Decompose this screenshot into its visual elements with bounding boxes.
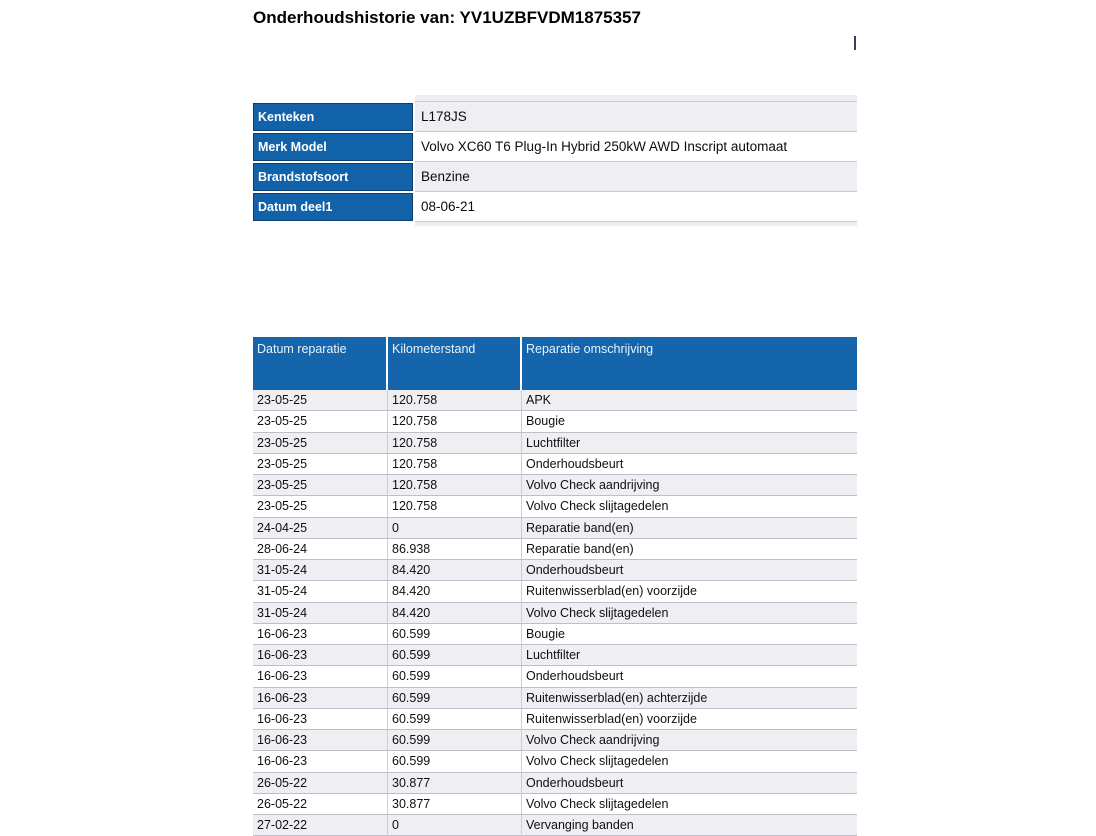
repair-description-cell: Volvo Check slijtagedelen xyxy=(526,605,669,620)
kilometer-cell: 120.758 xyxy=(388,496,522,516)
repair-date-cell: 26-05-22 xyxy=(253,794,388,814)
info-table-top-spacer xyxy=(253,95,415,102)
table-row xyxy=(253,411,857,432)
repair-date-cell: 16-06-23 xyxy=(253,751,388,771)
page-title: Onderhoudshistorie van: YV1UZBFVDM1875357 xyxy=(253,8,641,27)
kilometer-cell: 30.877 xyxy=(388,794,522,814)
table-row xyxy=(253,794,857,815)
repair-description-cell: APK xyxy=(526,393,552,408)
info-table-top-strip xyxy=(415,95,857,102)
kilometer-cell: 60.599 xyxy=(388,666,522,686)
kilometer-cell: 60.599 xyxy=(388,645,522,665)
repair-date-cell: 23-05-25 xyxy=(253,390,388,410)
kilometer-cell: 60.599 xyxy=(388,709,522,729)
repair-date-cell: 26-05-22 xyxy=(253,773,388,793)
repair-description-cell: Ruitenwisserblad(en) achterzijde xyxy=(526,690,708,705)
table-row xyxy=(253,539,857,560)
info-row-value: 08-06-21 xyxy=(415,192,857,222)
kilometer-cell: 60.599 xyxy=(388,624,522,644)
repair-description-cell: Volvo Check aandrijving xyxy=(526,478,660,493)
kilometer-cell: 0 xyxy=(388,815,522,835)
repair-date-cell: 24-04-25 xyxy=(253,518,388,538)
repair-description-cell: Volvo Check slijtagedelen xyxy=(526,754,669,769)
info-row-value: L178JS xyxy=(415,102,857,132)
repair-description-cell: Luchtfilter xyxy=(526,435,581,450)
repair-table-header-row xyxy=(253,337,857,390)
column-header-datum-reparatie: Datum reparatie xyxy=(253,337,388,390)
repair-date-cell: 27-02-22 xyxy=(253,815,388,835)
repair-description-cell: Volvo Check aandrijving xyxy=(526,733,660,748)
repair-date-cell: 16-06-23 xyxy=(253,624,388,644)
repair-date-cell: 16-06-23 xyxy=(253,688,388,708)
repair-description-cell: Volvo Check slijtagedelen xyxy=(526,796,669,811)
repair-description-cell: Reparatie band(en) xyxy=(526,520,634,535)
repair-description-cell: Bougie xyxy=(526,626,565,641)
text-cursor-mark xyxy=(854,36,856,50)
repair-date-cell: 23-05-25 xyxy=(253,475,388,495)
table-row xyxy=(253,603,857,624)
kilometer-cell: 120.758 xyxy=(388,433,522,453)
repair-date-cell: 16-06-23 xyxy=(253,730,388,750)
table-row xyxy=(253,454,857,475)
table-row xyxy=(253,624,857,645)
table-row xyxy=(253,496,857,517)
kilometer-cell: 30.877 xyxy=(388,773,522,793)
kilometer-cell: 60.599 xyxy=(388,688,522,708)
table-row xyxy=(253,815,857,836)
kilometer-cell: 60.599 xyxy=(388,730,522,750)
repair-date-cell: 16-06-23 xyxy=(253,666,388,686)
kilometer-cell: 84.420 xyxy=(388,581,522,601)
repair-description-cell: Bougie xyxy=(526,414,565,429)
repair-date-cell: 23-05-25 xyxy=(253,433,388,453)
table-row xyxy=(253,433,857,454)
table-row xyxy=(253,709,857,730)
info-row-label: Datum deel1 xyxy=(253,193,413,221)
repair-table-body xyxy=(253,390,857,836)
kilometer-cell: 84.420 xyxy=(388,560,522,580)
info-row-label: Kenteken xyxy=(253,103,413,131)
info-table-bottom-strip xyxy=(415,222,857,226)
info-table-bottom-spacer xyxy=(253,222,415,226)
repair-date-cell: 23-05-25 xyxy=(253,454,388,474)
repair-date-cell: 23-05-25 xyxy=(253,496,388,516)
repair-date-cell: 31-05-24 xyxy=(253,560,388,580)
kilometer-cell: 60.599 xyxy=(388,751,522,771)
table-row xyxy=(253,475,857,496)
repair-date-cell: 28-06-24 xyxy=(253,539,388,559)
table-row xyxy=(253,773,857,794)
column-header-reparatie-omschrijving: Reparatie omschrijving xyxy=(526,342,654,356)
table-row xyxy=(253,645,857,666)
table-row xyxy=(253,688,857,709)
vehicle-info-table xyxy=(253,95,857,226)
kilometer-cell: 84.420 xyxy=(388,603,522,623)
repair-description-cell: Reparatie band(en) xyxy=(526,541,634,556)
repair-description-cell: Onderhoudsbeurt xyxy=(526,775,624,790)
repair-description-cell: Ruitenwisserblad(en) voorzijde xyxy=(526,584,697,599)
table-row xyxy=(253,751,857,772)
repair-description-cell: Ruitenwisserblad(en) voorzijde xyxy=(526,711,697,726)
repair-description-cell: Luchtfilter xyxy=(526,648,581,663)
kilometer-cell: 120.758 xyxy=(388,411,522,431)
info-row-value: Volvo XC60 T6 Plug-In Hybrid 250kW AWD Inscript automaat xyxy=(415,132,857,162)
repair-description-cell: Onderhoudsbeurt xyxy=(526,669,624,684)
info-row-label: Merk Model xyxy=(253,133,413,161)
repair-date-cell: 23-05-25 xyxy=(253,411,388,431)
kilometer-cell: 120.758 xyxy=(388,475,522,495)
kilometer-cell: 86.938 xyxy=(388,539,522,559)
info-row-label: Brandstofsoort xyxy=(253,163,413,191)
repair-date-cell: 16-06-23 xyxy=(253,645,388,665)
table-row xyxy=(253,560,857,581)
repair-description-cell: Onderhoudsbeurt xyxy=(526,456,624,471)
repair-date-cell: 31-05-24 xyxy=(253,603,388,623)
table-row xyxy=(253,666,857,687)
column-header-kilometerstand: Kilometerstand xyxy=(388,337,522,390)
table-row xyxy=(253,518,857,539)
repair-history-table xyxy=(253,337,857,836)
table-row xyxy=(253,730,857,751)
info-row-value: Benzine xyxy=(415,162,857,192)
table-row xyxy=(253,390,857,411)
repair-date-cell: 16-06-23 xyxy=(253,709,388,729)
kilometer-cell: 120.758 xyxy=(388,454,522,474)
kilometer-cell: 0 xyxy=(388,518,522,538)
repair-description-cell: Volvo Check slijtagedelen xyxy=(526,499,669,514)
kilometer-cell: 120.758 xyxy=(388,390,522,410)
repair-description-cell: Vervanging banden xyxy=(526,818,634,833)
repair-date-cell: 31-05-24 xyxy=(253,581,388,601)
repair-description-cell: Onderhoudsbeurt xyxy=(526,563,624,578)
table-row xyxy=(253,581,857,602)
